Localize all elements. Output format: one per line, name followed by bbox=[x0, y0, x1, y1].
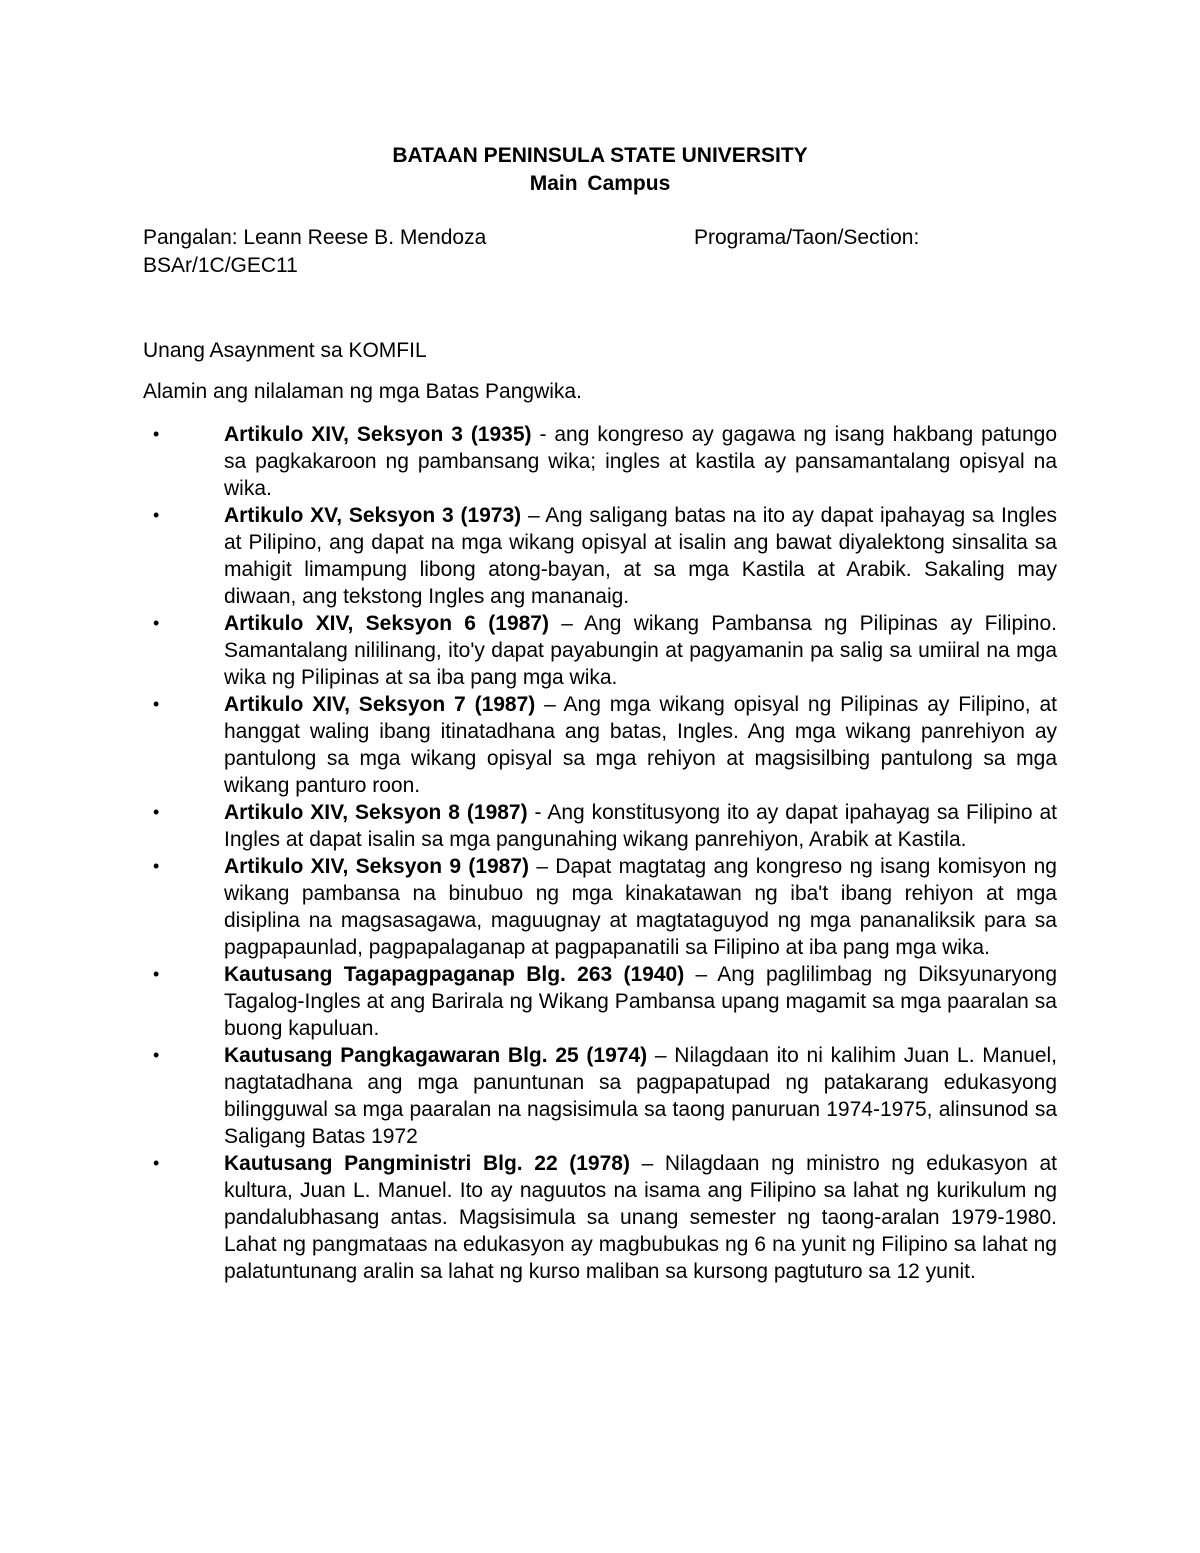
law-item bbox=[0, 610, 1057, 691]
law-text: – Ang paglilimbag ng Diksyunaryong Tagalog-Ingles at ang Barirala ng Wikang Pambansa upang magamit sa mga paaralan sa buong kapuluan. bbox=[224, 963, 1058, 1040]
university-name: BATAAN PENINSULA STATE UNIVERSITY bbox=[392, 144, 808, 167]
bullet-icon: • bbox=[153, 1153, 160, 1173]
assignment-title: Unang Asaynment sa KOMFIL bbox=[143, 339, 427, 362]
bullet-icon: • bbox=[153, 856, 160, 876]
law-item bbox=[0, 1042, 1057, 1150]
law-title: Artikulo XIV, Seksyon 3 (1935) bbox=[224, 423, 532, 446]
law-text: – Dapat magtatag ang kongreso ng isang komisyon ng wikang pambansa na binubuo ng mga kinakatawan ng iba't ibang rehiyon at mga disiplina na magsasagawa, maguugnay at magtataguyod ng mga pananaliksik para sa pagpapaunlad, pagpapalaganap at pagpapanatili sa Filipino at iba pang mga wika. bbox=[224, 855, 1057, 959]
law-item bbox=[0, 853, 1057, 961]
bullet-icon: • bbox=[153, 964, 160, 984]
law-item bbox=[0, 691, 1057, 799]
bullet-icon: • bbox=[153, 505, 160, 525]
bullet-icon: • bbox=[153, 424, 160, 444]
bullet-icon: • bbox=[153, 613, 160, 633]
law-text: – Nilagdaan ito ni kalihim Juan L. Manuel, nagtatadhana ang mga panuntunan sa pagpapatupad ng patakarang edukasyong bilingguwal sa mga paaralan na nagsisimula sa taong panuruan 1974-1975, alinsunod sa Saligang Batas 1972 bbox=[224, 1044, 1057, 1148]
bullet-icon: • bbox=[153, 802, 160, 822]
law-title: Artikulo XIV, Seksyon 8 (1987) bbox=[224, 801, 528, 824]
law-title: Artikulo XV, Seksyon 3 (1973) bbox=[224, 504, 522, 527]
program-label: Programa/Taon/Section: bbox=[694, 226, 920, 249]
law-title: Artikulo XIV, Seksyon 9 (1987) bbox=[224, 855, 530, 878]
document-header bbox=[0, 142, 1200, 198]
law-item bbox=[0, 502, 1057, 610]
student-name: Pangalan: Leann Reese B. Mendoza bbox=[143, 226, 487, 249]
program-value: BSAr/1C/GEC11 bbox=[143, 254, 298, 277]
bullet-icon: • bbox=[153, 1045, 160, 1065]
law-title: Kautusang Pangministri Blg. 22 (1978) bbox=[224, 1152, 630, 1175]
law-item bbox=[0, 799, 1057, 853]
law-text: - Ang konstitusyong ito ay dapat ipahayag sa Filipino at Ingles at dapat isalin sa mga pangunahing wikang panrehiyon, Arabik at Kastila. bbox=[224, 801, 1057, 851]
law-text: – Ang saligang batas na ito ay dapat ipahayag sa Ingles at Pilipino, ang dapat na mga wikang opisyal at isalin ang bawat diyalektong sinsalita sa mahigit limampung libong atong-bayan, at sa mga Kastila at Arabik. Sakaling may diwaan, ang tekstong Ingles ang mananaig. bbox=[224, 504, 1057, 608]
law-item bbox=[0, 1150, 1057, 1285]
bullet-icon: • bbox=[153, 694, 160, 714]
law-title: Kautusang Pangkagawaran Blg. 25 (1974) bbox=[224, 1044, 648, 1067]
law-title: Artikulo XIV, Seksyon 7 (1987) bbox=[224, 693, 536, 716]
law-text: – Nilagdaan ng ministro ng edukasyon at kultura, Juan L. Manuel. Ito ay naguutos na isama ang Filipino sa lahat ng kurikulum ng pandalubhasang antas. Magsisimula sa unang semester ng taong-aralan 1979-1980. Lahat ng pangmataas na edukasyon ay magbubukas ng 6 na yunit ng Filipino sa lahat ng palatuntunang aralin sa lahat ng kurso maliban sa kursong pagtuturo sa 12 yunit. bbox=[224, 1152, 1057, 1283]
law-text: – Ang wikang Pambansa ng Pilipinas ay Filipino. Samantalang nililinang, ito'y dapat payabungin at pagyamanin pa salig sa umiiral na mga wika ng Pilipinas at sa iba pang mga wika. bbox=[224, 612, 1057, 689]
law-list bbox=[0, 421, 1200, 1285]
student-info bbox=[143, 224, 1063, 280]
law-text: - ang kongreso ay gagawa ng isang hakbang patungo sa pagkakaroon ng pambansang wika; ingles at kastila ay pansamantalang opisyal na wika. bbox=[224, 423, 1057, 500]
intro-text: Alamin ang nilalaman ng mga Batas Pangwika. bbox=[143, 380, 582, 403]
law-text: – Ang mga wikang opisyal ng Pilipinas ay Filipino, at hanggat waling ibang itinatadhana ang batas, Ingles. Ang mga wikang panrehiyon ay pantulong sa mga wikang opisyal sa mga rehiyon at magsisilbing pantulong sa mga wikang panturo roon. bbox=[224, 693, 1057, 797]
campus-name: Main Campus bbox=[529, 172, 671, 195]
law-title: Kautusang Tagapagpaganap Blg. 263 (1940) bbox=[224, 963, 685, 986]
law-title: Artikulo XIV, Seksyon 6 (1987) bbox=[224, 612, 549, 635]
law-item bbox=[0, 421, 1057, 502]
law-item bbox=[0, 961, 1057, 1042]
